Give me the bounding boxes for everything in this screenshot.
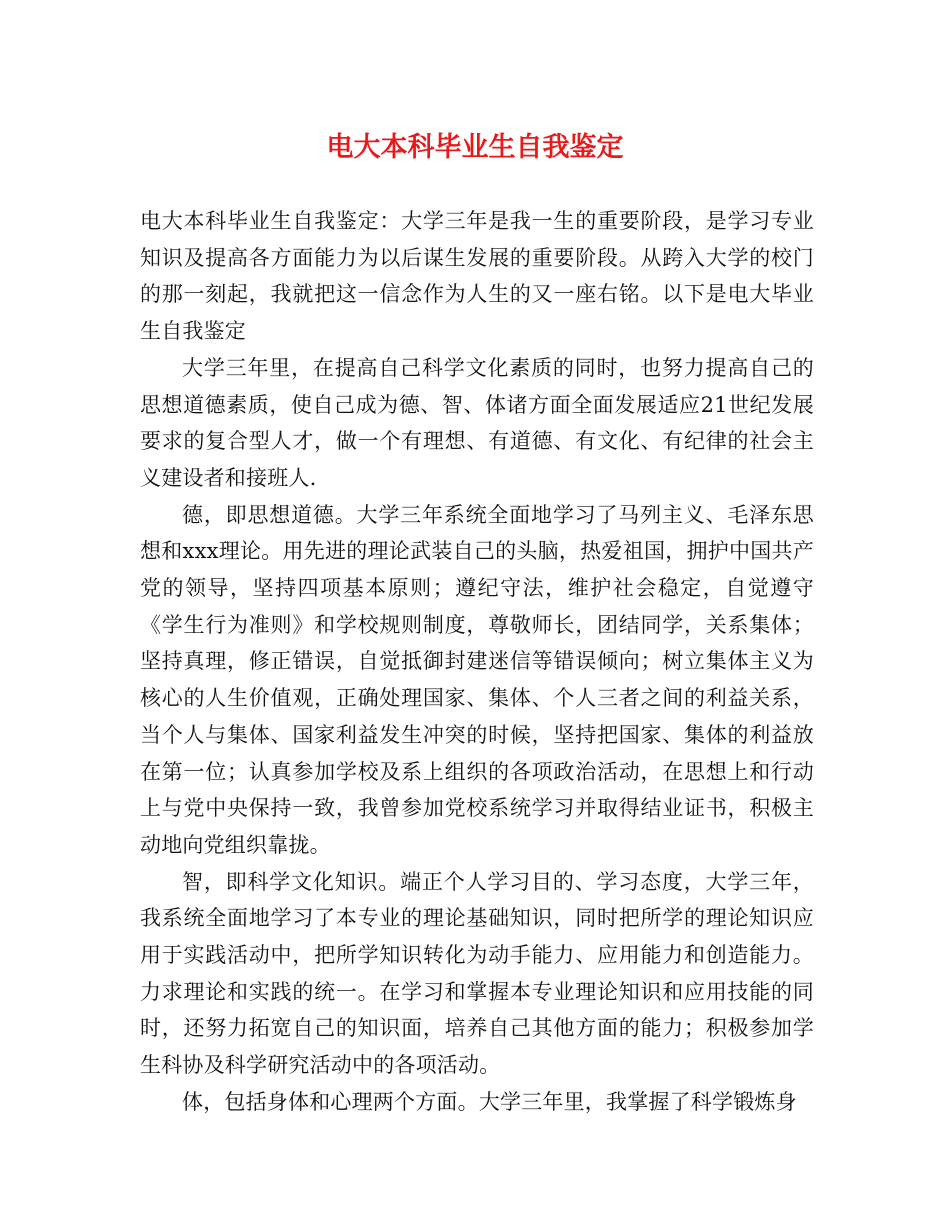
morality-paragraph: 德，即思想道德。大学三年系统全面地学习了马列主义、毛泽东思想和xxx理论。用先进的理论武装自己的头脑，热爱祖国，拥护中国共产党的领导，坚持四项基本原则；遵纪守法，维护社会稳定，自觉遵守《学生行为准则》和学校规则制度，尊敬师长，团结同学，关系集体；坚持真理，修正错误，自觉抵御封建迷信等错误倾向；树立集体主义为核心的人生价值观，正确处理国家、集体、个人三者之间的利益关系，当个人与集体、国家利益发生冲突的时候，坚持把国家、集体的利益放在第一位；认真参加学校及系上组织的各项政治活动，在思想上和行动上与党中央保持一致，我曾参加党校系统学习并取得结业证书，积极主动地向党组织靠拢。 bbox=[140, 502, 814, 857]
knowledge-paragraph: 智，即科学文化知识。端正个人学习目的、学习态度，大学三年，我系统全面地学习了本专业的理论基础知识，同时把所学的理论知识应用于实践活动中，把所学知识转化为动手能力、应用能力和创造能力。力求理论和实践的统一。在学习和掌握本专业理论知识和应用技能的同时，还努力拓宽自己的知识面，培养自己其他方面的能力；积极参加学生科协及科学研究活动中的各项活动。 bbox=[140, 869, 814, 1078]
overview-paragraph: 大学三年里，在提高自己科学文化素质的同时，也努力提高自己的思想道德素质，使自己成为德、智、体诸方面全面发展适应21世纪发展要求的复合型人才，做一个有理想、有道德、有文化、有纪律的社会主义建设者和接班人. bbox=[140, 355, 814, 490]
document-title: 电大本科毕业生自我鉴定 bbox=[326, 132, 624, 163]
document-body bbox=[140, 203, 814, 1121]
intro-paragraph: 电大本科毕业生自我鉴定：大学三年是我一生的重要阶段，是学习专业知识及提高各方面能力为以后谋生发展的重要阶段。从跨入大学的校门的那一刻起，我就把这一信念作为人生的又一座右铭。以下是电大毕业生自我鉴定 bbox=[140, 209, 814, 344]
physique-paragraph: 体，包括身体和心理两个方面。大学三年里，我掌握了科学锻炼身 bbox=[182, 1089, 797, 1114]
